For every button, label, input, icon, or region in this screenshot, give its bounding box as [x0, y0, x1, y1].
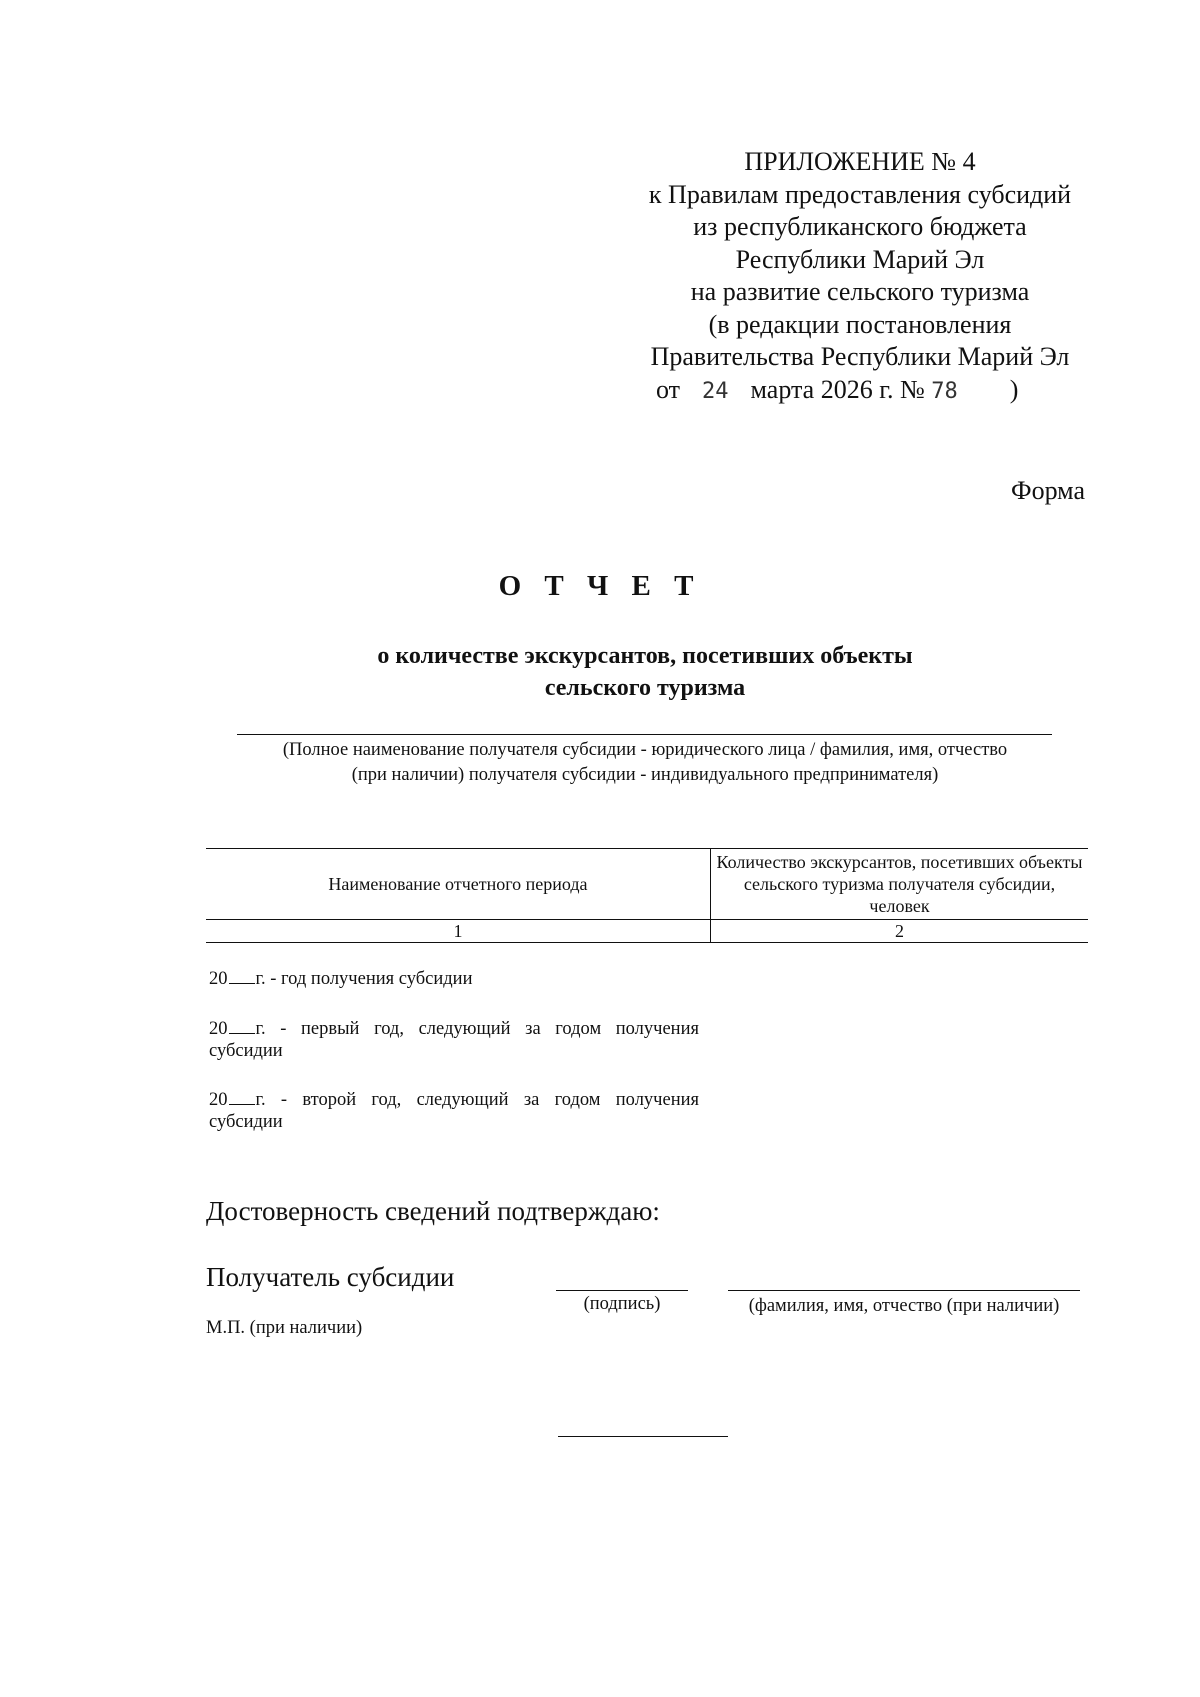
period-row — [209, 1089, 699, 1133]
report-title: О Т Ч Е Т — [498, 570, 702, 602]
date-prefix: от — [656, 374, 681, 404]
document-end-line — [558, 1436, 728, 1437]
report-subtitle-line: сельского туризма — [544, 675, 746, 701]
year-blank — [229, 1089, 255, 1105]
period-text: г. - первый год, следующий за годом получения субсидии — [209, 1019, 699, 1061]
confirmation-text: Достоверность сведений подтверждаю: — [206, 1196, 660, 1226]
appendix-line: Республики Марий Эл — [735, 244, 985, 274]
date-day: 24 — [702, 378, 729, 404]
full-name-line — [728, 1290, 1080, 1291]
report-subtitle-line: о количестве экскурсантов, посетивших объекты — [377, 643, 913, 669]
seal-caption: М.П. (при наличии) — [206, 1318, 363, 1338]
signature-line — [556, 1290, 688, 1291]
period-text: г. - второй год, следующий за годом получения субсидии — [209, 1090, 699, 1132]
appendix-line: из республиканского бюджета — [693, 212, 1027, 241]
appendix-title: ПРИЛОЖЕНИЕ № 4 — [744, 147, 976, 176]
header-visitor-count: Количество экскурсантов, посетивших объекты сельского туризма получателя субсидии, человек — [711, 849, 1089, 920]
table-column-numbers-row — [206, 920, 1088, 943]
date-suffix: ) — [1009, 374, 1019, 404]
recipient-label: Получатель субсидии — [206, 1262, 455, 1292]
period-text: г. - год получения субсидии — [255, 969, 473, 989]
appendix-line: к Правилам предоставления субсидий — [648, 179, 1072, 209]
date-month-year: марта 2026 г. № — [750, 374, 925, 404]
appendix-line: Правительства Республики Марий Эл — [650, 342, 1070, 371]
full-name-caption: (фамилия, имя, отчество (при наличии) — [748, 1296, 1060, 1316]
header-period-name: Наименование отчетного периода — [206, 849, 711, 920]
appendix-line: на развитие сельского туризма — [690, 277, 1030, 306]
recipient-caption — [210, 738, 1080, 788]
year-blank — [229, 968, 255, 984]
table-header-row — [206, 849, 1088, 920]
period-row — [209, 968, 699, 990]
year-blank — [229, 1018, 255, 1034]
column-number: 2 — [711, 920, 1089, 943]
year-prefix: 20 — [209, 969, 228, 989]
recipient-caption-line: (при наличии) получателя субсидии - индивидуального предпринимателя) — [351, 765, 939, 785]
form-label: Форма — [1011, 476, 1085, 505]
resolution-number: 78 — [931, 378, 958, 404]
appendix-header — [610, 146, 1110, 408]
recipient-name-line — [237, 734, 1052, 735]
report-table — [206, 848, 1088, 943]
period-row — [209, 1018, 699, 1062]
appendix-line: (в редакции постановления — [708, 309, 1012, 339]
recipient-caption-line: (Полное наименование получателя субсидии - юридического лица / фамилия, имя, отчество — [282, 740, 1008, 760]
year-prefix: 20 — [209, 1090, 228, 1110]
report-subtitle — [0, 640, 1200, 704]
column-number: 1 — [206, 920, 711, 943]
year-prefix: 20 — [209, 1019, 228, 1039]
resolution-date-line — [610, 374, 1110, 409]
signature-caption: (подпись) — [583, 1294, 661, 1314]
